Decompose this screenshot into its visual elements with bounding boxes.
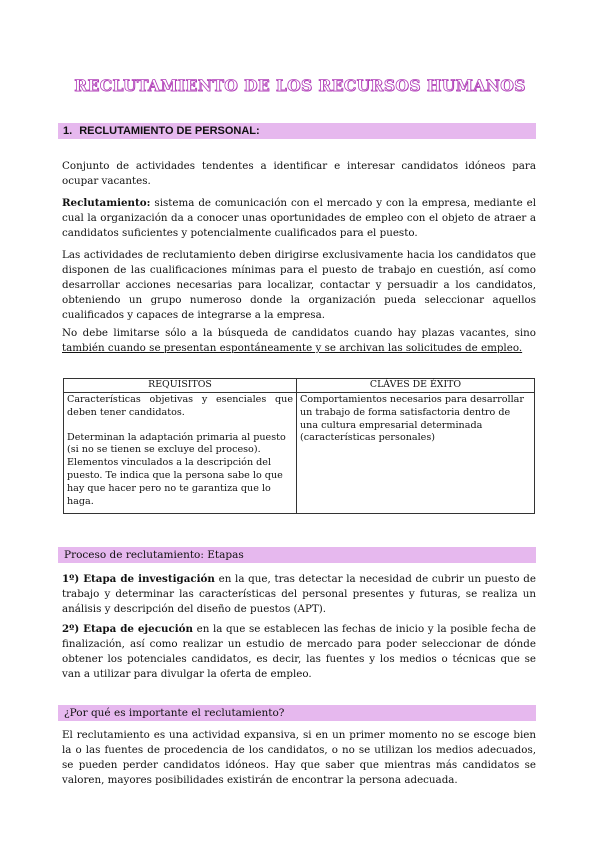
paragraph-etapa-investigacion (62, 572, 536, 617)
table-cell-requisitos (64, 393, 297, 514)
paragraph-etapa-ejecucion (62, 622, 536, 682)
section-number: 1. (63, 125, 73, 137)
paragraph-text: sistema de comunicación con el mercado y con la empresa, mediante el cual la organización da a conocer unas oportunidades de empleo con el objeto de atraer a candidatos suficientes y potencialmente cualificados para el puesto. (62, 197, 536, 239)
paragraph-definition: Conjunto de actividades tendentes a identificar e interesar candidatos idóneos para ocupar vacantes. (62, 160, 536, 187)
section-label: RECLUTAMIENTO DE PERSONAL: (79, 125, 260, 137)
section-heading-importancia (58, 705, 536, 721)
paragraph-reclutamiento (62, 196, 536, 241)
term-etapa-ejecucion: 2º) Etapa de ejecución (62, 623, 193, 635)
section-label: Proceso de reclutamiento: Etapas (64, 549, 244, 561)
paragraph-no-limitarse (62, 326, 536, 356)
requisitos-text-a: Características objetivas y esenciales que deben tener candidatos. (67, 394, 293, 418)
term-reclutamiento: Reclutamiento: (62, 197, 151, 209)
paragraph-actividades: Las actividades de reclutamiento deben dirigirse exclusivamente hacia los candidatos que disponen de las cualificaciones mínimas para el puesto de trabajo en cuestión, así como desarrollar acciones necesarias para localizar, contactar y persuadir a los candidatos, obteniendo un grupo numeroso donde la organización pueda seleccionar aquellos cualificados y capaces de integrarse a la empresa. (62, 249, 536, 321)
section-heading-reclutamiento-personal (58, 123, 536, 139)
paragraph-importancia: El reclutamiento es una actividad expansiva, si en un primer momento no se escoge bien la o las fuentes de procedencia de los candidatos, o no se utilizan los medios adecuados, se pueden perder candidatos idóneos. Hay que saber que mientras más candidatos se valoren, mayores posibilidades existirán de encontrar la persona adecuada. (62, 729, 536, 786)
requirements-table (63, 378, 535, 514)
term-etapa-investigacion: 1º) Etapa de investigación (62, 573, 215, 585)
paragraph-text: en la que se establecen las fechas de inicio y la posible fecha de finalización, así como realizar un estudio de mercado para poder seleccionar de dónde obtener los potenciales candidatos, es decir, las fuentes y los medios o técnicas que se van a utilizar para divulgar la oferta de empleo. (62, 623, 536, 680)
section-heading-proceso (58, 547, 536, 563)
table-header-claves-exito: CLÁVES DE ÉXITO (297, 379, 535, 393)
document-title: RECLUTAMIENTO DE LOS RECURSOS HUMANOS (74, 76, 526, 95)
table-row (64, 393, 535, 514)
underlined-text: también cuando se presentan espontáneamente y se archivan las solicitudes de empleo. (62, 342, 523, 354)
table-header-requisitos: REQUISITOS (64, 379, 297, 393)
paragraph-text: No debe limitarse sólo a la búsqueda de candidatos cuando hay plazas vacantes, sino (62, 327, 536, 339)
paragraph-text: en la que, tras detectar la necesidad de cubrir un puesto de trabajo y determinar las características del personal presentes y futuras, se realiza un análisis y descripción del diseño de puestos (APT). (62, 573, 536, 615)
table-cell-claves-exito: Comportamientos necesarios para desarrollar un trabajo de forma satisfactoria dentro de una cultura empresarial determinada (características personales) (297, 393, 535, 514)
requisitos-text-b: Determinan la adaptación primaria al puesto (si no se tienen se excluye del proceso). Elementos vinculados a la descripción del puesto. Te indica que la persona sabe lo que hay que hacer pero no te garantiza que lo haga. (67, 431, 286, 507)
section-label: ¿Por qué es importante el reclutamiento? (64, 707, 285, 719)
